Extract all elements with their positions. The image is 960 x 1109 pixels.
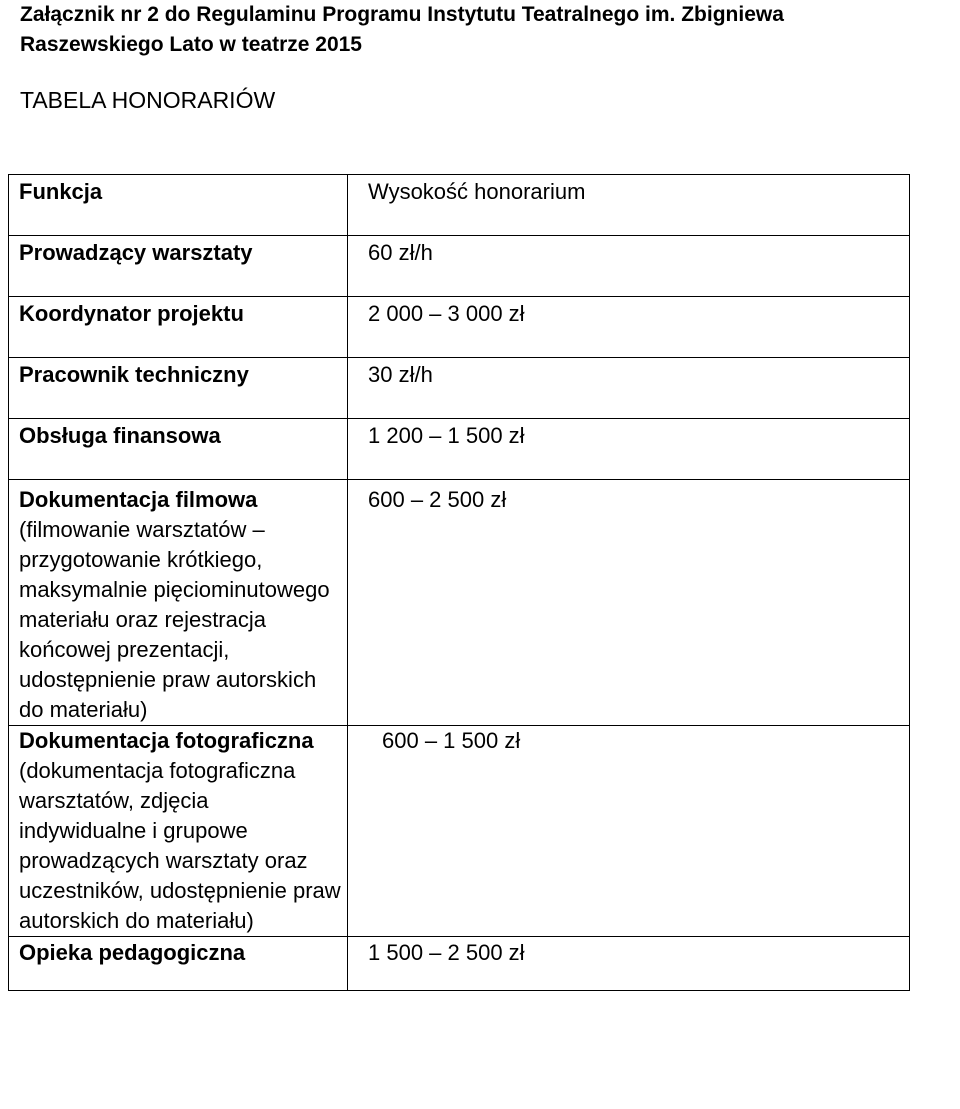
function-cell <box>9 726 348 937</box>
header-cell-function <box>9 175 348 236</box>
fee-value: 60 zł/h <box>368 240 433 265</box>
function-description: (dokumentacja fotograficzna warsztatów, zdjęcia indywidualne i grupowe prowadzących warsztaty oraz uczestników, udostępnienie praw autorskich do materiału) <box>19 758 341 933</box>
fee-cell <box>348 480 910 726</box>
header-fee-label: Wysokość honorarium <box>368 179 586 204</box>
header-line-2: Raszewskiego Lato w teatrze 2015 <box>20 33 362 56</box>
function-cell <box>9 937 348 991</box>
function-name: Pracownik techniczny <box>19 362 249 387</box>
table-row <box>9 480 910 726</box>
document-header <box>20 0 950 60</box>
function-cell <box>9 419 348 480</box>
fee-value: 30 zł/h <box>368 362 433 387</box>
function-name: Obsługa finansowa <box>19 423 221 448</box>
function-name: Dokumentacja fotograficzna <box>19 728 314 753</box>
fees-table <box>8 174 910 991</box>
fee-value: 1 500 – 2 500 zł <box>368 940 525 965</box>
fee-value: 2 000 – 3 000 zł <box>368 301 525 326</box>
fee-cell <box>348 726 910 937</box>
table-row <box>9 297 910 358</box>
table-row <box>9 236 910 297</box>
fee-value: 1 200 – 1 500 zł <box>368 423 525 448</box>
table-row <box>9 358 910 419</box>
function-cell <box>9 297 348 358</box>
function-name: Prowadzący warsztaty <box>19 240 253 265</box>
function-description: (filmowanie warsztatów – przygotowanie krótkiego, maksymalnie pięciominutowego materiału oraz rejestracja końcowej prezentacji, udostępnienie praw autorskich do materiału) <box>19 517 330 722</box>
function-cell <box>9 236 348 297</box>
table-row <box>9 419 910 480</box>
function-name: Koordynator projektu <box>19 301 244 326</box>
table-title: TABELA HONORARIÓW <box>20 87 276 113</box>
fee-cell <box>348 937 910 991</box>
table-row <box>9 937 910 991</box>
fee-cell <box>348 419 910 480</box>
function-cell <box>9 358 348 419</box>
fee-cell <box>348 297 910 358</box>
table-row <box>9 726 910 937</box>
function-name: Opieka pedagogiczna <box>19 940 246 965</box>
function-name: Dokumentacja filmowa <box>19 487 258 512</box>
header-cell-fee <box>348 175 910 236</box>
fee-cell <box>348 236 910 297</box>
function-cell <box>9 480 348 726</box>
fee-value: 600 – 1 500 zł <box>382 728 521 753</box>
table-header-row <box>9 175 910 236</box>
header-line-1: Załącznik nr 2 do Regulaminu Programu Instytutu Teatralnego im. Zbigniewa <box>20 3 784 26</box>
fee-value: 600 – 2 500 zł <box>368 487 507 512</box>
header-function-label: Funkcja <box>19 179 103 204</box>
fee-cell <box>348 358 910 419</box>
